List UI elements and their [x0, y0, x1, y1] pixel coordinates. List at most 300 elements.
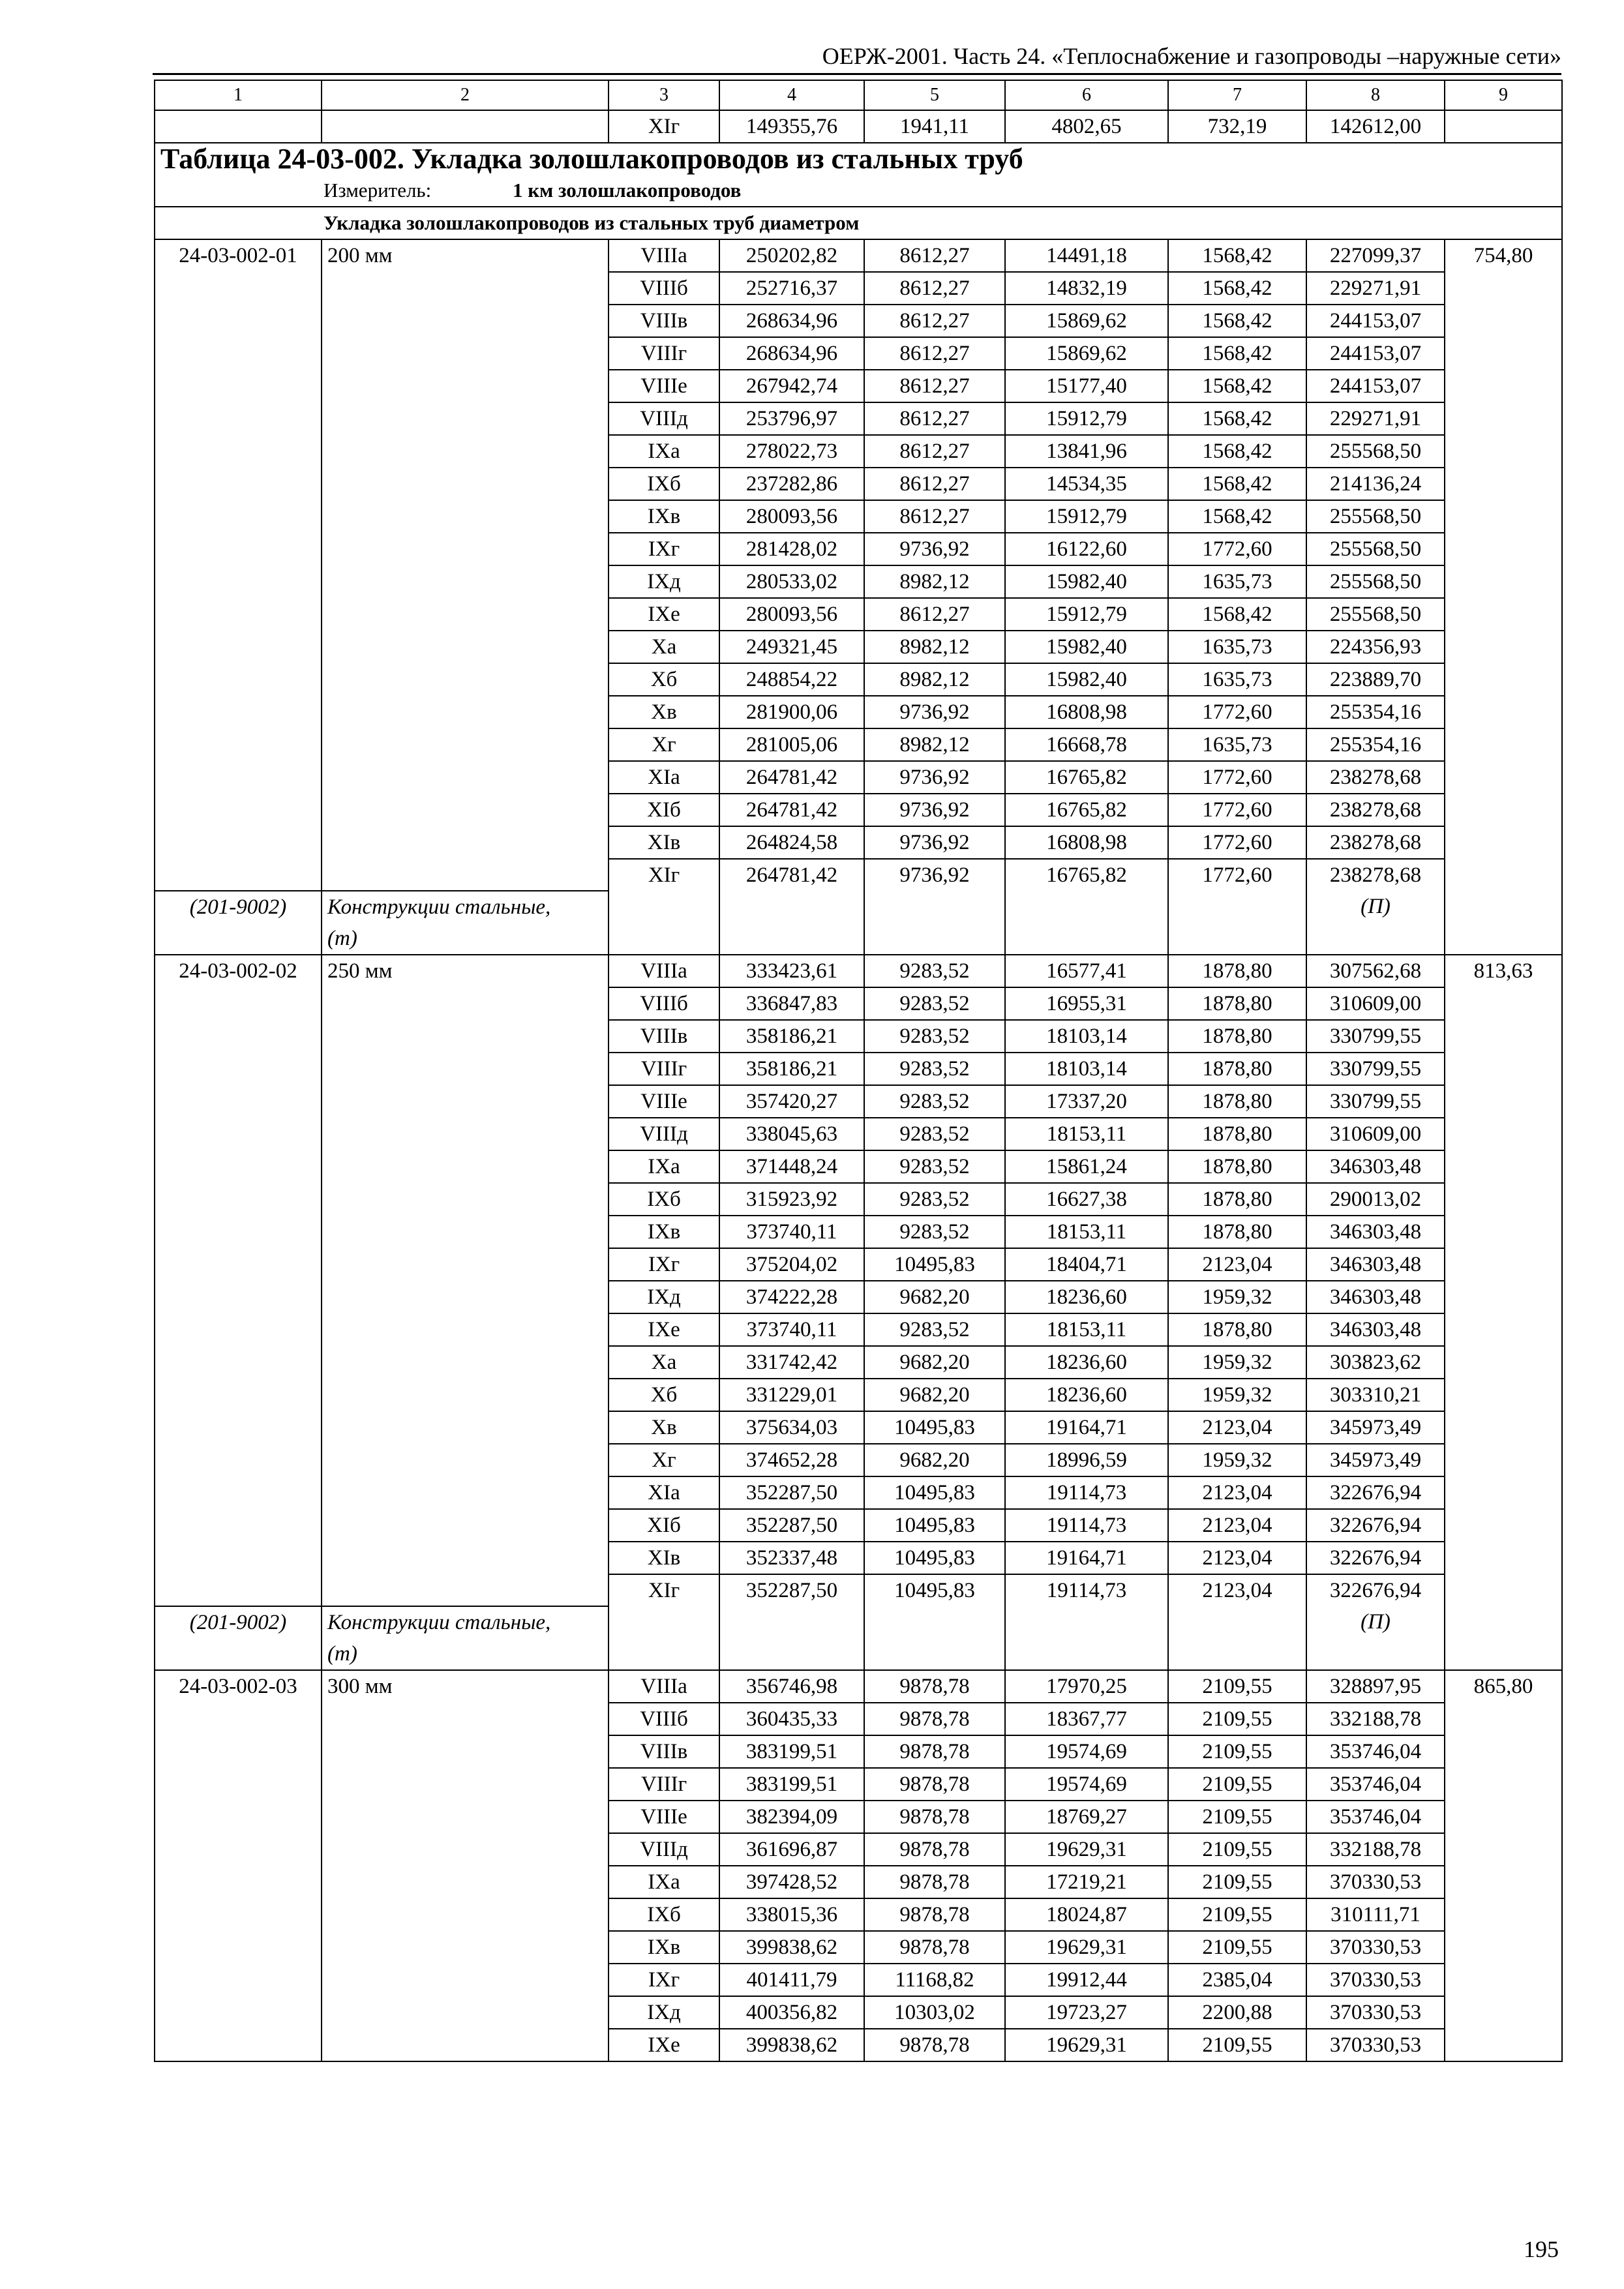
value-cell: 361696,87	[719, 1833, 864, 1866]
zone-cell: IXа	[609, 1866, 719, 1898]
empty-cell	[155, 110, 322, 143]
estimate-table	[154, 80, 1563, 2062]
value-cell: 255354,16	[1306, 728, 1445, 761]
value-cell: 1959,32	[1168, 1444, 1306, 1476]
zone-cell: VIIIб	[609, 987, 719, 1020]
value-cell: 2123,04	[1168, 1574, 1306, 1606]
zone-cell: IXе	[609, 2029, 719, 2061]
value-cell: 1772,60	[1168, 826, 1306, 859]
value-cell: 255568,50	[1306, 598, 1445, 631]
value-cell: 238278,68	[1306, 826, 1445, 859]
value-cell: 17219,21	[1005, 1866, 1168, 1898]
value-cell: 15912,79	[1005, 598, 1168, 631]
value-cell: 9736,92	[864, 696, 1005, 728]
value-cell: 1568,42	[1168, 305, 1306, 337]
value-cell: 336847,83	[719, 987, 864, 1020]
value-cell: 237282,86	[719, 468, 864, 500]
carry-over-row	[155, 110, 1562, 143]
value-cell: 252716,37	[719, 272, 864, 305]
value-cell: 16122,60	[1005, 533, 1168, 565]
value-cell: 8982,12	[864, 663, 1005, 696]
value-cell: 383199,51	[719, 1768, 864, 1801]
value-cell: 8982,12	[864, 565, 1005, 598]
value-cell: 346303,48	[1306, 1281, 1445, 1313]
value-cell: 370330,53	[1306, 2029, 1445, 2061]
note-text	[322, 1606, 609, 1670]
empty-cell	[719, 891, 864, 955]
value-cell: 328897,95	[1306, 1670, 1445, 1703]
zone-cell: VIIIг	[609, 1768, 719, 1801]
value-cell: 16627,38	[1005, 1183, 1168, 1216]
note-code: (201-9002)	[155, 891, 322, 955]
zone-cell: Xв	[609, 1411, 719, 1444]
value-cell: 1568,42	[1168, 272, 1306, 305]
zone-cell: XIб	[609, 794, 719, 826]
zone-cell: VIIIа	[609, 1670, 719, 1703]
value-cell: 322676,94	[1306, 1509, 1445, 1542]
value-cell: 346303,48	[1306, 1313, 1445, 1346]
value-cell: 4802,65	[1005, 110, 1168, 143]
value-cell: 16765,82	[1005, 794, 1168, 826]
zone-cell: VIIIб	[609, 1703, 719, 1735]
value-cell: 14832,19	[1005, 272, 1168, 305]
value-cell: 268634,96	[719, 305, 864, 337]
value-cell: 2109,55	[1168, 1866, 1306, 1898]
value-cell: 307562,68	[1306, 955, 1445, 987]
value-cell: 2123,04	[1168, 1542, 1306, 1574]
value-cell: 9878,78	[864, 1735, 1005, 1768]
value-cell: 9283,52	[864, 1313, 1005, 1346]
value-cell: 253796,97	[719, 402, 864, 435]
value-cell: 1772,60	[1168, 761, 1306, 794]
diameter-cell: 200 мм	[322, 239, 609, 891]
value-cell: 331229,01	[719, 1379, 864, 1411]
value-cell: 1772,60	[1168, 696, 1306, 728]
value-cell: 1878,80	[1168, 1020, 1306, 1053]
value-cell: 19723,27	[1005, 1996, 1168, 2029]
value-cell: 19164,71	[1005, 1411, 1168, 1444]
zone-cell: VIIIв	[609, 1020, 719, 1053]
zone-cell: VIIIв	[609, 305, 719, 337]
empty-cell	[1168, 1606, 1306, 1670]
zone-cell: XIг	[609, 1574, 719, 1606]
value-cell: 264781,42	[719, 859, 864, 891]
zone-cell: IXб	[609, 1183, 719, 1216]
note-code: (201-9002)	[155, 1606, 322, 1670]
zone-cell: XIа	[609, 1476, 719, 1509]
note-text	[322, 891, 609, 955]
table-row	[155, 955, 1562, 987]
value-cell: 10495,83	[864, 1542, 1005, 1574]
value-cell: 19574,69	[1005, 1768, 1168, 1801]
value-cell: 255354,16	[1306, 696, 1445, 728]
value-cell: 264824,58	[719, 826, 864, 859]
value-cell: 281428,02	[719, 533, 864, 565]
value-cell: 264781,42	[719, 761, 864, 794]
value-cell: 401411,79	[719, 1964, 864, 1996]
zone-cell: VIIIе	[609, 1085, 719, 1118]
value-cell: 18153,11	[1005, 1118, 1168, 1150]
table-title: Таблица 24-03-002. Укладка золошлакопроводов из стальных труб	[155, 143, 1562, 175]
value-cell: 18404,71	[1005, 1248, 1168, 1281]
value-cell: 9283,52	[864, 955, 1005, 987]
value-cell: 1635,73	[1168, 631, 1306, 663]
value-cell: 19629,31	[1005, 2029, 1168, 2061]
value-cell: 353746,04	[1306, 1735, 1445, 1768]
zone-cell: IXв	[609, 1216, 719, 1248]
column-number: 7	[1168, 80, 1306, 110]
value-cell: 18103,14	[1005, 1053, 1168, 1085]
zone-cell: VIIIд	[609, 1833, 719, 1866]
value-cell: 10495,83	[864, 1509, 1005, 1542]
value-cell: 280093,56	[719, 500, 864, 533]
value-cell: 2385,04	[1168, 1964, 1306, 1996]
value-cell: 2200,88	[1168, 1996, 1306, 2029]
value-cell: 11168,82	[864, 1964, 1005, 1996]
value-cell: 238278,68	[1306, 859, 1445, 891]
code-cell: 24-03-002-01	[155, 239, 322, 891]
zone-cell: Xб	[609, 1379, 719, 1411]
value-cell: 322676,94	[1306, 1476, 1445, 1509]
value-cell: 18024,87	[1005, 1898, 1168, 1931]
value-cell: 8612,27	[864, 337, 1005, 370]
value-cell: 224356,93	[1306, 631, 1445, 663]
value-cell: 374222,28	[719, 1281, 864, 1313]
empty-cell	[322, 110, 609, 143]
zone-cell: VIIIб	[609, 272, 719, 305]
value-cell: 303310,21	[1306, 1379, 1445, 1411]
value-cell: 2123,04	[1168, 1509, 1306, 1542]
value-cell: 281005,06	[719, 728, 864, 761]
zone-cell: IXв	[609, 500, 719, 533]
value-cell: 9283,52	[864, 1020, 1005, 1053]
zone-cell: IXе	[609, 598, 719, 631]
value-cell: 15177,40	[1005, 370, 1168, 402]
value-cell: 2109,55	[1168, 1898, 1306, 1931]
value-cell: 399838,62	[719, 1931, 864, 1964]
diameter-cell: 300 мм	[322, 1670, 609, 2061]
empty-cell	[719, 1606, 864, 1670]
subheading: Укладка золошлакопроводов из стальных труб диаметром	[155, 207, 1562, 239]
value-cell: 9878,78	[864, 1703, 1005, 1735]
value-cell: 8612,27	[864, 305, 1005, 337]
value-cell: 330799,55	[1306, 1020, 1445, 1053]
value-cell: 338045,63	[719, 1118, 864, 1150]
value-cell: 280093,56	[719, 598, 864, 631]
value-cell: 17970,25	[1005, 1670, 1168, 1703]
value-cell: 281900,06	[719, 696, 864, 728]
zone-cell: XIг	[609, 859, 719, 891]
value-cell: 373740,11	[719, 1216, 864, 1248]
note-text-line: Конструкции стальные,	[327, 1611, 551, 1634]
meter-value: 1 км золошлакопроводов	[513, 179, 742, 202]
zone-cell: IXг	[609, 1248, 719, 1281]
value-cell: 268634,96	[719, 337, 864, 370]
value-cell: 15982,40	[1005, 565, 1168, 598]
value-cell: 1635,73	[1168, 565, 1306, 598]
value-cell: 374652,28	[719, 1444, 864, 1476]
value-cell: 345973,49	[1306, 1411, 1445, 1444]
value-cell: 1878,80	[1168, 1053, 1306, 1085]
value-cell: 1568,42	[1168, 598, 1306, 631]
value-cell: 19114,73	[1005, 1574, 1168, 1606]
note-text-unit: (т)	[327, 927, 357, 950]
value-cell: 400356,82	[719, 1996, 864, 2029]
zone-cell: Xг	[609, 1444, 719, 1476]
value-cell: 264781,42	[719, 794, 864, 826]
value-cell: 358186,21	[719, 1020, 864, 1053]
value-cell: 18236,60	[1005, 1379, 1168, 1411]
table-row	[155, 239, 1562, 272]
note-text-unit: (т)	[327, 1642, 357, 1666]
value-cell: 19912,44	[1005, 1964, 1168, 1996]
value-cell: 353746,04	[1306, 1768, 1445, 1801]
zone-cell: VIIIг	[609, 337, 719, 370]
zone-cell: IXа	[609, 435, 719, 468]
value-cell: 16668,78	[1005, 728, 1168, 761]
value-cell: 382394,09	[719, 1801, 864, 1833]
column-number-row	[155, 80, 1562, 110]
value-cell: 1878,80	[1168, 1216, 1306, 1248]
value-cell: 310609,00	[1306, 1118, 1445, 1150]
value-cell: 9878,78	[864, 1833, 1005, 1866]
value-cell: 1959,32	[1168, 1281, 1306, 1313]
zone-cell: VIIIд	[609, 402, 719, 435]
value-cell: 2123,04	[1168, 1476, 1306, 1509]
value-cell: 338015,36	[719, 1898, 864, 1931]
total-cell: 754,80	[1445, 239, 1562, 955]
value-cell: 244153,07	[1306, 305, 1445, 337]
value-cell: 18996,59	[1005, 1444, 1168, 1476]
value-cell: 352287,50	[719, 1509, 864, 1542]
value-cell: 2109,55	[1168, 1801, 1306, 1833]
value-cell: 9736,92	[864, 533, 1005, 565]
meter-label: Измеритель:	[323, 179, 432, 202]
value-cell: 1878,80	[1168, 1118, 1306, 1150]
value-cell: 9878,78	[864, 1768, 1005, 1801]
value-cell: 255568,50	[1306, 533, 1445, 565]
column-number: 2	[322, 80, 609, 110]
value-cell: 8612,27	[864, 370, 1005, 402]
value-cell: 1959,32	[1168, 1379, 1306, 1411]
value-cell: 375204,02	[719, 1248, 864, 1281]
zone-cell: Xа	[609, 1346, 719, 1379]
zone-cell: VIIIе	[609, 1801, 719, 1833]
value-cell: 1772,60	[1168, 794, 1306, 826]
value-cell: 1635,73	[1168, 728, 1306, 761]
value-cell: 2109,55	[1168, 1931, 1306, 1964]
zone-cell: VIIIа	[609, 239, 719, 272]
column-number: 9	[1445, 80, 1562, 110]
value-cell: 1568,42	[1168, 435, 1306, 468]
value-cell: 223889,70	[1306, 663, 1445, 696]
value-cell: 2123,04	[1168, 1248, 1306, 1281]
value-cell: 370330,53	[1306, 1996, 1445, 2029]
zone-cell: VIIIг	[609, 1053, 719, 1085]
value-cell: 16808,98	[1005, 826, 1168, 859]
note-row	[155, 891, 1562, 955]
value-cell: 16765,82	[1005, 761, 1168, 794]
zone-cell: IXб	[609, 1898, 719, 1931]
value-cell: 357420,27	[719, 1085, 864, 1118]
note-c8: (П)	[1306, 891, 1445, 955]
value-cell: 9283,52	[864, 1053, 1005, 1085]
zone-cell: VIIIд	[609, 1118, 719, 1150]
value-cell: 353746,04	[1306, 1801, 1445, 1833]
empty-cell	[1005, 1606, 1168, 1670]
value-cell: 149355,76	[719, 110, 864, 143]
value-cell: 9283,52	[864, 987, 1005, 1020]
value-cell: 331742,42	[719, 1346, 864, 1379]
column-number: 5	[864, 80, 1005, 110]
value-cell: 9736,92	[864, 826, 1005, 859]
empty-cell	[864, 891, 1005, 955]
value-cell: 16808,98	[1005, 696, 1168, 728]
value-cell: 15982,40	[1005, 631, 1168, 663]
value-cell: 1568,42	[1168, 370, 1306, 402]
value-cell: 310609,00	[1306, 987, 1445, 1020]
value-cell: 9682,20	[864, 1281, 1005, 1313]
value-cell: 19114,73	[1005, 1476, 1168, 1509]
value-cell: 8612,27	[864, 239, 1005, 272]
value-cell: 9283,52	[864, 1216, 1005, 1248]
zone-cell: XIг	[609, 110, 719, 143]
value-cell: 1878,80	[1168, 1313, 1306, 1346]
value-cell: 244153,07	[1306, 370, 1445, 402]
value-cell: 1772,60	[1168, 533, 1306, 565]
value-cell: 18153,11	[1005, 1216, 1168, 1248]
value-cell: 244153,07	[1306, 337, 1445, 370]
value-cell: 1772,60	[1168, 859, 1306, 891]
value-cell: 9878,78	[864, 1801, 1005, 1833]
value-cell: 229271,91	[1306, 272, 1445, 305]
value-cell: 16955,31	[1005, 987, 1168, 1020]
value-cell: 1878,80	[1168, 1085, 1306, 1118]
value-cell: 8612,27	[864, 435, 1005, 468]
value-cell: 19629,31	[1005, 1931, 1168, 1964]
table-row	[155, 1670, 1562, 1703]
subheading-row	[155, 207, 1562, 239]
page-number: 195	[1524, 2236, 1559, 2262]
value-cell: 9283,52	[864, 1150, 1005, 1183]
zone-cell: IXд	[609, 565, 719, 598]
value-cell: 8612,27	[864, 402, 1005, 435]
zone-cell: Xа	[609, 631, 719, 663]
zone-cell: IXд	[609, 1281, 719, 1313]
value-cell: 227099,37	[1306, 239, 1445, 272]
value-cell: 9878,78	[864, 1931, 1005, 1964]
code-cell: 24-03-002-02	[155, 955, 322, 1606]
value-cell: 214136,24	[1306, 468, 1445, 500]
value-cell: 310111,71	[1306, 1898, 1445, 1931]
value-cell: 249321,45	[719, 631, 864, 663]
value-cell: 1878,80	[1168, 1183, 1306, 1216]
value-cell: 13841,96	[1005, 435, 1168, 468]
value-cell: 18153,11	[1005, 1313, 1168, 1346]
zone-cell: IXа	[609, 1150, 719, 1183]
zone-cell: VIIIа	[609, 955, 719, 987]
value-cell: 16765,82	[1005, 859, 1168, 891]
value-cell: 248854,22	[719, 663, 864, 696]
value-cell: 360435,33	[719, 1703, 864, 1735]
value-cell: 142612,00	[1306, 110, 1445, 143]
value-cell: 346303,48	[1306, 1216, 1445, 1248]
value-cell: 9283,52	[864, 1183, 1005, 1216]
value-cell: 8612,27	[864, 272, 1005, 305]
value-cell: 229271,91	[1306, 402, 1445, 435]
value-cell: 9283,52	[864, 1118, 1005, 1150]
value-cell: 399838,62	[719, 2029, 864, 2061]
value-cell: 10495,83	[864, 1574, 1005, 1606]
value-cell: 333423,61	[719, 955, 864, 987]
value-cell: 10303,02	[864, 1996, 1005, 2029]
value-cell: 18367,77	[1005, 1703, 1168, 1735]
value-cell: 8612,27	[864, 598, 1005, 631]
value-cell: 15912,79	[1005, 402, 1168, 435]
value-cell: 8612,27	[864, 500, 1005, 533]
value-cell: 255568,50	[1306, 500, 1445, 533]
empty-cell	[1445, 110, 1562, 143]
zone-cell: IXе	[609, 1313, 719, 1346]
value-cell: 330799,55	[1306, 1053, 1445, 1085]
value-cell: 332188,78	[1306, 1833, 1445, 1866]
value-cell: 1635,73	[1168, 663, 1306, 696]
value-cell: 370330,53	[1306, 1866, 1445, 1898]
empty-cell	[1005, 891, 1168, 955]
zone-cell: VIIIв	[609, 1735, 719, 1768]
zone-cell: IXг	[609, 1964, 719, 1996]
empty-cell	[609, 891, 719, 955]
diameter-cell: 250 мм	[322, 955, 609, 1606]
value-cell: 346303,48	[1306, 1248, 1445, 1281]
value-cell: 9682,20	[864, 1444, 1005, 1476]
value-cell: 345973,49	[1306, 1444, 1445, 1476]
value-cell: 8982,12	[864, 631, 1005, 663]
value-cell: 2109,55	[1168, 1670, 1306, 1703]
table-title-row	[155, 143, 1562, 175]
value-cell: 322676,94	[1306, 1542, 1445, 1574]
note-text-line: Конструкции стальные,	[327, 895, 551, 919]
zone-cell: XIв	[609, 1542, 719, 1574]
value-cell: 9878,78	[864, 1898, 1005, 1931]
value-cell: 9878,78	[864, 1866, 1005, 1898]
zone-cell: IXв	[609, 1931, 719, 1964]
value-cell: 315923,92	[719, 1183, 864, 1216]
column-number: 4	[719, 80, 864, 110]
value-cell: 373740,11	[719, 1313, 864, 1346]
value-cell: 17337,20	[1005, 1085, 1168, 1118]
value-cell: 371448,24	[719, 1150, 864, 1183]
value-cell: 356746,98	[719, 1670, 864, 1703]
value-cell: 1568,42	[1168, 500, 1306, 533]
value-cell: 14534,35	[1005, 468, 1168, 500]
value-cell: 9283,52	[864, 1085, 1005, 1118]
value-cell: 19574,69	[1005, 1735, 1168, 1768]
value-cell: 250202,82	[719, 239, 864, 272]
value-cell: 358186,21	[719, 1053, 864, 1085]
value-cell: 1568,42	[1168, 402, 1306, 435]
value-cell: 15869,62	[1005, 305, 1168, 337]
value-cell: 10495,83	[864, 1476, 1005, 1509]
value-cell: 2109,55	[1168, 2029, 1306, 2061]
code-cell: 24-03-002-03	[155, 1670, 322, 2061]
value-cell: 1878,80	[1168, 955, 1306, 987]
zone-cell: IXг	[609, 533, 719, 565]
empty-cell	[609, 1606, 719, 1670]
value-cell: 9736,92	[864, 761, 1005, 794]
value-cell: 2109,55	[1168, 1768, 1306, 1801]
value-cell: 15861,24	[1005, 1150, 1168, 1183]
